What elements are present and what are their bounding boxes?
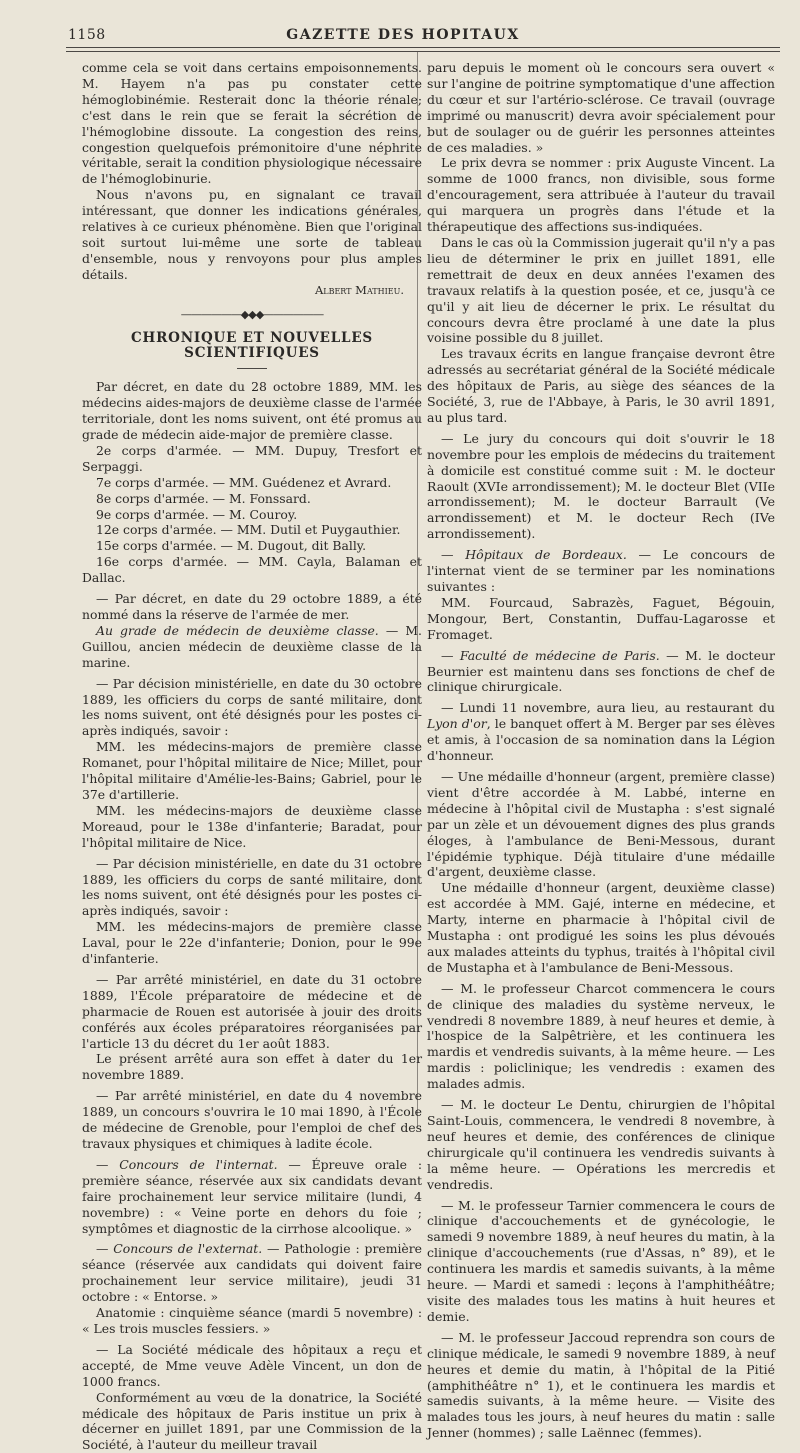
paragraph	[427, 700, 775, 764]
paragraph: — Par décision ministérielle, en date du 30 octobre 1889, les officiers du corps de santé militaire, dont les noms suivent, ont été désignés pour les postes ci-après indiqués, savoir :	[82, 675, 422, 739]
paragraph: — Par arrêté ministériel, en date du 4 novembre 1889, un concours s'ouvrira le 10 mai 1890, à l'École de médecine de Grenoble, pour l'emploi de chef des travaux physiques et chimiques à ladite école.	[82, 1088, 422, 1151]
list-item: 15e corps d'armée. — M. Dugout, dit Bally.	[96, 538, 367, 554]
paragraph: Nous n'avons pu, en signalant ce travail intéressant, que donner les indications générales, relatives à ce curieux phénomène. Bien que l'original soit surtout lui-même une sorte de tableau d'ensemble, nous y renvoyons pour plus amples détails.	[82, 187, 422, 282]
page-number: 1158	[68, 27, 106, 43]
running-title: GAZETTE DES HOPITAUX	[286, 27, 520, 43]
list-item: 12e corps d'armée. — MM. Dutil et Puygauthier.	[96, 522, 401, 538]
paragraph: Conformément au vœu de la donatrice, la Société médicale des hôpitaux de Paris institue un prix à décerner en juillet 1891, par une Commission de la Société, à l'auteur du meilleur travail	[82, 1389, 422, 1453]
paragraph: comme cela se voit dans certains empoisonnements. M. Hayem n'a pas pu constater cette hémoglobinémie. Resterait donc la théorie rénale; c'est dans le rein que se ferait la sécrétion de l'hémoglobine dissoute. La congestion des reins, congestion quelquefois prémonitoire d'une néphrite véritable, serait la condition physiologique nécessaire de l'hémoglobinurie.	[82, 60, 422, 187]
paragraph-text: — M. le docteur Beurnier est maintenu dans ses fonctions de chef de clinique chirurgicale.	[427, 647, 775, 695]
paragraph: — Le jury du concours qui doit s'ouvrir le 18 novembre pour les emplois de médecins du traitement à domicile est constitué comme suit : M. le docteur Raoult (XVIe arrondissement); M. le docteur Blet (VIIe arrondissement); M. le docteur Barrault (Ve arrondissement) et M. le docteur Rech (IVe arrondissement).	[427, 430, 775, 542]
paragraph: — M. le professeur Jaccoud reprendra son cours de clinique médicale, le samedi 9 novembre 1889, à neuf heures et demie du matin, à l'hôpital de la Pitié (amphithéâtre n° 1), et le continuera les mardis et samedis suivants, à la même heure. — Visite des malades tous les jours, à neuf heures du matin : salle Jenner (hommes) ; salle Laënnec (femmes).	[427, 1329, 775, 1441]
italic-heading: — Hôpitaux de Bordeaux.	[441, 547, 627, 563]
section-ornament: ——————◆◆◆——————	[180, 307, 324, 321]
left-column	[82, 60, 422, 1453]
paragraph-text: — Lundi 11 novembre, aura lieu, au restaurant du	[441, 700, 775, 716]
paragraph-text: — Épreuve orale : première séance, réservée aux six candidats devant faire prochainement leur service militaire (lundi, 4 novembre) : « Veine porte en dehors du foie ; symptômes et diagnostic de la cirrhose alcoolique. »	[82, 1156, 422, 1236]
paragraph: paru depuis le moment où le concours sera ouvert « sur l'angine de poitrine symptomatique d'une affection du cœur et sur l'artério-sclérose. Ce travail (ouvrage imprimé ou manuscrit) devra avoir spécialement pour but de soulager ou de guérir les personnes atteintes de ces maladies. »	[427, 60, 775, 155]
italic-heading: — Faculté de médecine de Paris.	[441, 647, 660, 663]
paragraph-text: , le banquet offert à M. Berger par ses élèves et amis, à l'occasion de sa nomination dans la Légion d'honneur.	[427, 716, 775, 764]
paragraph: — La Société médicale des hôpitaux a reçu et accepté, de Mme veuve Adèle Vincent, un don de 1000 francs.	[82, 1341, 422, 1389]
list-item: 16e corps d'armée. — MM. Cayla, Balaman et Dallac.	[82, 554, 422, 586]
paragraph	[82, 623, 422, 671]
italic-restaurant-name: Lyon d'or	[427, 716, 487, 732]
author-signature: Albert Mathieu.	[314, 282, 404, 297]
title-underline	[237, 368, 267, 369]
paragraph: Une médaille d'honneur (argent, deuxième classe) est accordée à MM. Gajé, interne en médecine, et Marty, interne en pharmacie à l'hôpital civil de Mustapha : ont prodigué les soins les plus dévoués aux malades atteints du typhus, traités à l'hôpital civil de Mustapha et à l'ambulance de Beni-Messous.	[427, 880, 775, 975]
list-item: 7e corps d'armée. — MM. Guédenez et Avrard.	[96, 474, 392, 490]
paragraph-text: — Le concours de l'internat vient de se terminer par les nominations suivantes :	[427, 547, 775, 594]
paragraph: Par décret, en date du 28 octobre 1889, MM. les médecins aides-majors de deuxième classe de l'armée territoriale, dont les noms suivent, ont été promus au grade de médecin aide-major de première classe.	[82, 379, 422, 443]
list-item: 9e corps d'armée. — M. Couroy.	[96, 506, 298, 522]
paragraph: — M. le professeur Tarnier commencera le cours de clinique d'accouchements et de gynécologie, le samedi 9 novembre 1889, à neuf heures du matin, à la clinique d'accouchements (rue d'Assas, n° 89), et le continuera les mardis et samedis suivants, à la même heure. — Mardi et samedi : leçons à l'amphithéâtre; visite des malades tous les matins à huit heures et demie.	[427, 1197, 775, 1324]
paragraph: — Par décret, en date du 29 octobre 1889, a été nommé dans la réserve de l'armée de mer.	[82, 591, 422, 622]
paragraph-text: — M. Guillou, ancien médecin de deuxième classe de la marine.	[82, 622, 422, 670]
paragraph	[427, 547, 775, 595]
paragraph: Le prix devra se nommer : prix Auguste Vincent. La somme de 1000 francs, non divisible, sous forme d'encouragement, sera attribuée à l'auteur du travail qui marquera un progrès dans l'étude et la thérapeutique des affections sus-indiquées.	[427, 155, 775, 235]
paragraph: — Par arrêté ministériel, en date du 31 octobre 1889, l'École préparatoire de médecine et de pharmacie de Rouen est autorisée à jouir des droits conférés aux écoles préparatoires réorganisées par l'article 13 du décret du 1er août 1883.	[82, 971, 422, 1051]
paragraph	[427, 648, 775, 696]
italic-heading: — Concours de l'internat.	[96, 1156, 278, 1172]
section-title: CHRONIQUE ET NOUVELLES SCIENTIFIQUES	[131, 329, 373, 362]
paragraph: Anatomie : cinquième séance (mardi 5 novembre) : « Les trois muscles fessiers. »	[82, 1305, 422, 1336]
paragraph: MM. les médecins-majors de première classe Laval, pour le 22e d'infanterie; Donion, pour le 99e d'infanterie.	[82, 919, 422, 967]
paragraph-text: — Pathologie : première séance (réservée aux candidats qui doivent faire prochainement leur service militaire), jeudi 31 octobre : « Entorse. »	[82, 1241, 423, 1305]
italic-heading: — Concours de l'externat.	[96, 1241, 263, 1257]
header-rule-bottom	[66, 51, 780, 52]
paragraph: — Une médaille d'honneur (argent, première classe) vient d'être accordée à M. Labbé, interne en médecine à l'hôpital civil de Mustapha : s'est signalé par un zèle et un dévouement dignes des plus grands éloges, à l'ambulance de Beni-Messous, durant l'épidémie typhique. Déjà titulaire d'une médaille d'argent, deuxième classe.	[427, 768, 775, 880]
paragraph: — M. le professeur Charcot commencera le cours de clinique des maladies du système nerveux, le vendredi 8 novembre 1889, à neuf heures et demie, à l'hospice de la Salpêtrière, et les continuera les mardis et vendredis suivants, à la même heure. — Les mardis : policlinique; les vendredis : examen des malades admis.	[427, 980, 775, 1092]
page-header	[66, 25, 780, 47]
paragraph	[82, 1157, 422, 1237]
list-item: 2e corps d'armée. — MM. Dupuy, Tresfort et Serpaggi.	[82, 442, 422, 474]
list-item: 8e corps d'armée. — M. Fonssard.	[96, 490, 311, 506]
header-rule-top	[66, 47, 780, 48]
paragraph: Les travaux écrits en langue française devront être adressés au secrétariat général de la Société médicale des hôpitaux de Paris, au siège des séances de la Société, 3, rue de l'Abbaye, à Paris, le 30 avril 1891, au plus tard.	[427, 346, 775, 425]
italic-heading: Au grade de médecin de deuxième classe.	[96, 622, 379, 638]
paragraph: — Par décision ministérielle, en date du 31 octobre 1889, les officiers du corps de santé militaire, dont les noms suivent, ont été désignés pour les postes ci-après indiqués, savoir :	[82, 855, 422, 919]
paragraph: MM. les médecins-majors de deuxième classe Moreaud, pour le 138e d'infanterie; Baradat, pour l'hôpital militaire de Nice.	[82, 802, 422, 850]
paragraph	[82, 1241, 422, 1305]
paragraph: Dans le cas où la Commission jugerait qu'il n'y a pas lieu de déterminer le prix en juillet 1891, elle remettrait de deux en deux années l'examen des travaux relatifs à la question posée, et ce, jusqu'à ce qu'il y ait lieu de décerner le prix. Le résultat du concours devra être proclamé à une date la plus voisine possible du 8 juillet.	[427, 234, 775, 346]
paragraph: MM. Fourcaud, Sabrazès, Faguet, Bégouin, Mongour, Bert, Constantin, Duffau-Lagarosse et Fromaget.	[427, 594, 775, 642]
paragraph: Le présent arrêté aura son effet à dater du 1er novembre 1889.	[82, 1051, 422, 1083]
paragraph: — M. le docteur Le Dentu, chirurgien de l'hôpital Saint-Louis, commencera, le vendredi 8 novembre, à neuf heures et demie, des conférences de clinique chirurgicale qu'il continuera les vendredis suivants à la même heure. — Opérations les mercredis et vendredis.	[427, 1097, 775, 1192]
paragraph: MM. les médecins-majors de première classe Romanet, pour l'hôpital militaire de Nice; Millet, pour l'hôpital militaire d'Amélie-les-Bains; Gabriel, pour le 37e d'artillerie.	[82, 739, 422, 802]
right-column	[427, 60, 775, 1441]
